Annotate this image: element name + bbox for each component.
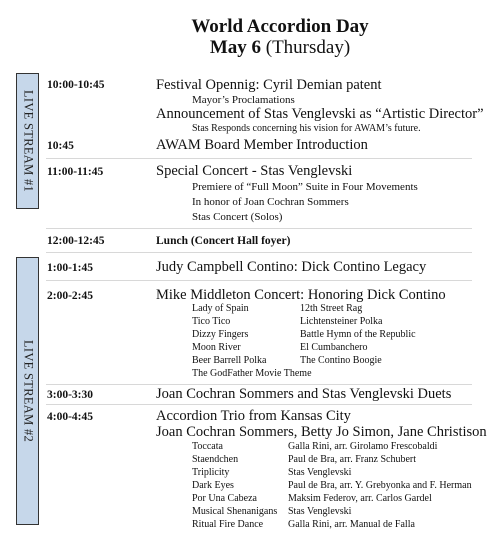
set-list-item: El Cumbanchero <box>300 342 368 353</box>
live-stream-2-label <box>16 257 39 525</box>
program-composer: Paul de Bra, arr. Y. Grebyonka and F. Herman <box>288 480 472 491</box>
set-list-item: Dizzy Fingers <box>192 329 249 340</box>
time-slot: 3:00-3:30 <box>47 389 93 401</box>
event-detail: Premiere of “Full Moon” Suite in Four Movements <box>192 181 418 193</box>
event-date-day: May 6 <box>209 37 261 58</box>
section-divider <box>46 384 472 385</box>
set-list-item: Battle Hymn of the Republic <box>300 329 416 340</box>
event-date <box>0 37 500 59</box>
time-slot: 4:00-4:45 <box>47 411 93 423</box>
event-title: Special Concert - Stas Venglevski <box>156 163 353 179</box>
time-slot: 1:00-1:45 <box>47 262 93 274</box>
program-title: Triplicity <box>192 467 230 478</box>
time-slot: 11:00-11:45 <box>47 166 104 178</box>
program-composer: Galla Rini, arr. Manual de Falla <box>288 519 415 530</box>
program-composer: Stas Venglevski <box>288 506 352 517</box>
set-list-item: The Contino Boogie <box>300 355 382 366</box>
program-composer: Paul de Bra, arr. Franz Schubert <box>288 454 417 465</box>
event-title: Judy Campbell Contino: Dick Contino Legacy <box>156 259 427 275</box>
event-title: Announcement of Stas Venglevski as “Artistic Director” <box>156 106 484 122</box>
event-title: Festival Opennig: Cyril Demian patent <box>156 77 382 93</box>
program-title: Por Una Cabeza <box>192 493 257 504</box>
live-stream-1-text: LIVE STREAM #1 <box>21 89 35 193</box>
set-list-item: The GodFather Movie Theme <box>192 368 312 379</box>
section-divider <box>46 280 472 281</box>
set-list-item: 12th Street Rag <box>300 303 363 314</box>
event-detail: Mayor’s Proclamations <box>192 94 295 106</box>
time-slot: 10:45 <box>47 140 74 152</box>
event-title: Joan Cochran Sommers and Stas Venglevski Duets <box>156 386 452 402</box>
section-divider <box>46 404 472 405</box>
event-date-weekday: (Thursday) <box>261 37 351 58</box>
program-title: Ritual Fire Dance <box>192 519 264 530</box>
program-composer: Stas Venglevski <box>288 467 352 478</box>
event-title: Lunch (Concert Hall foyer) <box>156 235 291 247</box>
event-title: AWAM Board Member Introduction <box>156 137 368 153</box>
time-slot: 10:00-10:45 <box>47 79 105 91</box>
event-title: Mike Middleton Concert: Honoring Dick Contino <box>156 287 446 303</box>
program-title: Musical Shenanigans <box>192 506 278 517</box>
live-stream-1-label <box>16 73 39 209</box>
section-divider <box>46 228 472 229</box>
program-title: Staendchen <box>192 454 239 465</box>
program-title: Toccata <box>192 441 223 452</box>
set-list-item: Beer Barrell Polka <box>192 355 267 366</box>
set-list-item: Lichtensteiner Polka <box>300 316 383 327</box>
page-title: World Accordion Day <box>191 16 369 37</box>
event-title: Accordion Trio from Kansas City <box>156 408 351 424</box>
program-composer: Galla Rini, arr. Girolamo Frescobaldi <box>288 441 438 452</box>
set-list-item: Tico Tico <box>192 316 231 327</box>
program-title: Dark Eyes <box>192 480 234 491</box>
section-divider <box>46 158 472 159</box>
time-slot: 12:00-12:45 <box>47 235 105 247</box>
set-list-item: Moon River <box>192 342 241 353</box>
event-detail: Stas Concert (Solos) <box>192 211 283 223</box>
event-title: Joan Cochran Sommers, Betty Jo Simon, Jane Christison <box>156 424 487 440</box>
live-stream-2-text: LIVE STREAM #2 <box>21 339 35 443</box>
program-composer: Maksim Federov, arr. Carlos Gardel <box>288 493 432 504</box>
event-detail: In honor of Joan Cochran Sommers <box>192 196 349 208</box>
section-divider <box>46 252 472 253</box>
event-detail: Stas Responds concerning his vision for AWAM’s future. <box>192 123 421 134</box>
set-list-item: Lady of Spain <box>192 303 249 314</box>
time-slot: 2:00-2:45 <box>47 290 93 302</box>
